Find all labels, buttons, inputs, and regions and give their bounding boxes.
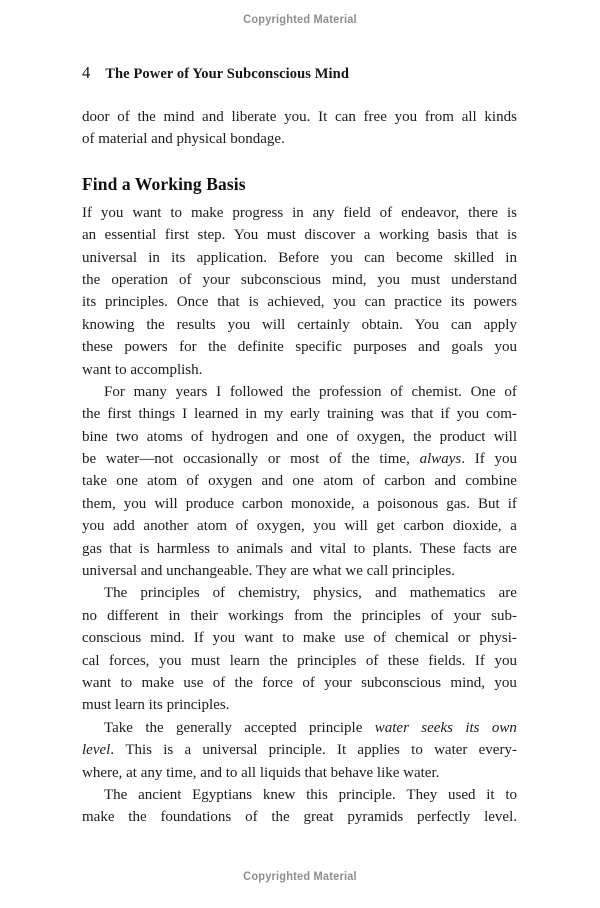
text-line: The ancient Egyptians knew this principle. They used it to <box>104 786 517 803</box>
text-line: an essential first step. You must discover a working basis that is <box>82 227 517 244</box>
text-column <box>82 106 517 829</box>
text-line: gas that is harmless to animals and vital to plants. These facts are <box>82 540 517 557</box>
text-line: universal and unchangeable. They are what we call principles. <box>82 563 455 580</box>
text-line: you add another atom of oxygen, you will get carbon dioxide, a <box>82 518 517 535</box>
text-line: the operation of your subconscious mind, you must understand <box>82 271 517 288</box>
text-line: its principles. Once that is achieved, you can practice its powers <box>82 294 517 311</box>
text-line: take one atom of oxygen and one atom of carbon and combine <box>82 473 517 490</box>
copyright-notice-top: Copyrighted Material <box>243 14 357 26</box>
paragraph <box>82 202 517 381</box>
text-line: For many years I followed the profession of chemist. One of <box>104 383 517 400</box>
section-heading: Find a Working Basis <box>82 173 246 194</box>
text-line: The principles of chemistry, physics, and mathematics are <box>104 585 517 602</box>
text-line: want to make use of the force of your subconscious mind, you <box>82 674 517 691</box>
text-line: knowing the results you will certainly obtain. You can apply <box>82 316 517 333</box>
paragraph <box>82 784 517 829</box>
body-paragraphs <box>82 202 517 829</box>
text-line: them, you will produce carbon monoxide, a poisonous gas. But if <box>82 495 517 512</box>
paragraph <box>82 381 517 583</box>
text-line: must learn its principles. <box>82 697 230 714</box>
paragraph <box>82 106 517 151</box>
text-line: of material and physical bondage. <box>82 131 285 148</box>
intro-paragraph <box>82 106 517 151</box>
text-line: make the foundations of the great pyramids perfectly level. <box>82 809 517 826</box>
text-line: cal forces, you must learn the principles of these fields. If you <box>82 652 517 669</box>
text-line: universal in its application. Before you can become skilled in <box>82 249 517 266</box>
text-line: conscious mind. If you want to make use of chemical or physi- <box>82 630 517 647</box>
text-line: these powers for the definite specific purposes and goals you <box>82 339 517 356</box>
paragraph <box>82 582 517 716</box>
paragraph <box>82 717 517 784</box>
book-title: The Power of Your Subconscious Mind <box>105 66 349 82</box>
page-number: 4 <box>82 63 91 82</box>
text-line: level. This is a universal principle. It applies to water every- <box>82 742 517 759</box>
text-line: where, at any time, and to all liquids that behave like water. <box>82 764 440 781</box>
text-line: bine two atoms of hydrogen and one of oxygen, the product will <box>82 428 517 445</box>
copyright-notice-bottom: Copyrighted Material <box>243 871 357 883</box>
text-line: want to accomplish. <box>82 361 203 378</box>
running-header <box>82 63 518 83</box>
text-line: If you want to make progress in any field of endeavor, there is <box>82 204 517 221</box>
text-line: no different in their workings from the principles of your sub- <box>82 607 517 624</box>
text-line: door of the mind and liberate you. It can free you from all kinds <box>82 109 517 125</box>
text-line: be water—not occasionally or most of the time, always. If you <box>82 451 517 468</box>
text-line: Take the generally accepted principle water seeks its own <box>104 719 517 736</box>
text-line: the first things I learned in my early training was that if you com- <box>82 406 517 423</box>
